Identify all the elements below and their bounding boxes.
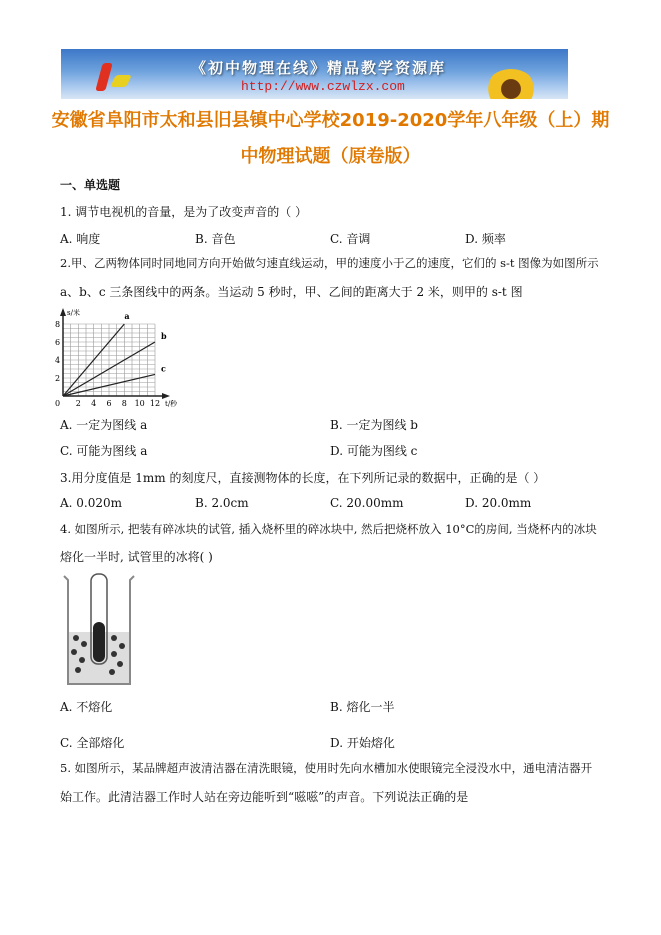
x-tick-label: 4 (91, 399, 97, 408)
sunflower-image (486, 69, 536, 99)
q4-line2: 熔化一半时, 试管里的冰将( ) (60, 550, 213, 564)
q1-option-d: D. 频率 (465, 232, 506, 246)
q2-line2: a、b、c 三条图线中的两条。当运动 5 秒时，甲、乙间的距离大于 2 米，则甲的 s-t 图 (60, 285, 523, 299)
x-tick-label: 2 (75, 399, 81, 408)
q1-option-a: A. 响度 (60, 232, 101, 246)
y-tick-label: 4 (55, 356, 61, 365)
q2-line1: 2.甲、乙两物体同时同地同方向开始做匀速直线运动，甲的速度小于乙的速度，它们的 s-t 图像为如图所示 (60, 256, 599, 270)
q2-option-b: B. 一定为图线 b (330, 418, 418, 432)
y-tick-label: 8 (55, 320, 61, 329)
q2-option-d: D. 可能为图线 c (330, 444, 418, 458)
s-t-graph (55, 308, 180, 408)
q2-option-c: C. 可能为图线 a (60, 444, 148, 458)
series-label-a: a (124, 311, 130, 321)
beaker-test-tube-figure (58, 572, 138, 692)
q3-option-c: C. 20.00mm (330, 496, 404, 510)
q3-text: 3.用分度值是 1mm 的刻度尺，直接测物体的长度，在下列所记录的数据中，正确的是（ ） (60, 471, 546, 485)
x-tick-label: 12 (149, 399, 161, 408)
logo-mark (95, 63, 113, 91)
series-label-b: b (161, 331, 167, 341)
q1-text: 1. 调节电视机的音量，是为了改变声音的（ ） (60, 205, 308, 219)
x-axis-arrow (162, 393, 170, 399)
y-tick-label: 6 (55, 338, 61, 347)
x-axis-label: t/秒 (165, 400, 178, 408)
x-tick-label: 0 (55, 399, 61, 408)
q4-option-d: D. 开始熔化 (330, 736, 395, 750)
x-tick-label: 10 (134, 399, 145, 408)
q4-option-c: C. 全部熔化 (60, 736, 125, 750)
q4-line1: 4. 如图所示, 把装有碎冰块的试管, 插入烧杯里的碎冰块中, 然后把烧杯放入 10°C的房间, 当烧杯内的冰块 (60, 522, 597, 536)
q4-option-a: A. 不熔化 (60, 700, 113, 714)
section-heading: 一、单选题 (60, 178, 121, 192)
y-axis-label: s/米 (67, 309, 80, 317)
banner-url: http://www.czwlzx.com (241, 79, 405, 94)
y-tick-label: 2 (55, 374, 61, 383)
logo-mark-secondary (110, 75, 132, 87)
q1-option-c: C. 音调 (330, 232, 371, 246)
q2-option-a: A. 一定为图线 a (60, 418, 148, 432)
q3-option-a: A. 0.020m (60, 496, 123, 510)
q3-option-d: D. 20.0mm (465, 496, 532, 510)
header-banner (61, 49, 568, 99)
banner-slogan: 《初中物理在线》精品教学资源库 (191, 59, 447, 77)
doc-title-line1: 安徽省阜阳市太和县旧县镇中心学校2019-2020学年八年级（上）期 (51, 110, 610, 131)
y-axis-arrow (60, 308, 66, 316)
tube-ice (93, 622, 105, 662)
q5-line2: 始工作。此清洁器工作时人站在旁边能听到“嗞嗞”的声音。下列说法正确的是 (60, 790, 469, 804)
q5-line1: 5. 如图所示，某品牌超声波清洁器在清洗眼镜，使用时先向水槽加水使眼镜完全浸没水中，通电清洁器开 (60, 761, 593, 775)
q4-option-b: B. 熔化一半 (330, 700, 395, 714)
x-tick-label: 8 (121, 399, 127, 408)
doc-title-line2: 中物理试题（原卷版） (240, 146, 421, 167)
q3-option-b: B. 2.0cm (195, 496, 249, 510)
series-label-c: c (161, 363, 166, 374)
q1-option-b: B. 音色 (195, 232, 236, 246)
x-tick-label: 6 (106, 399, 112, 408)
